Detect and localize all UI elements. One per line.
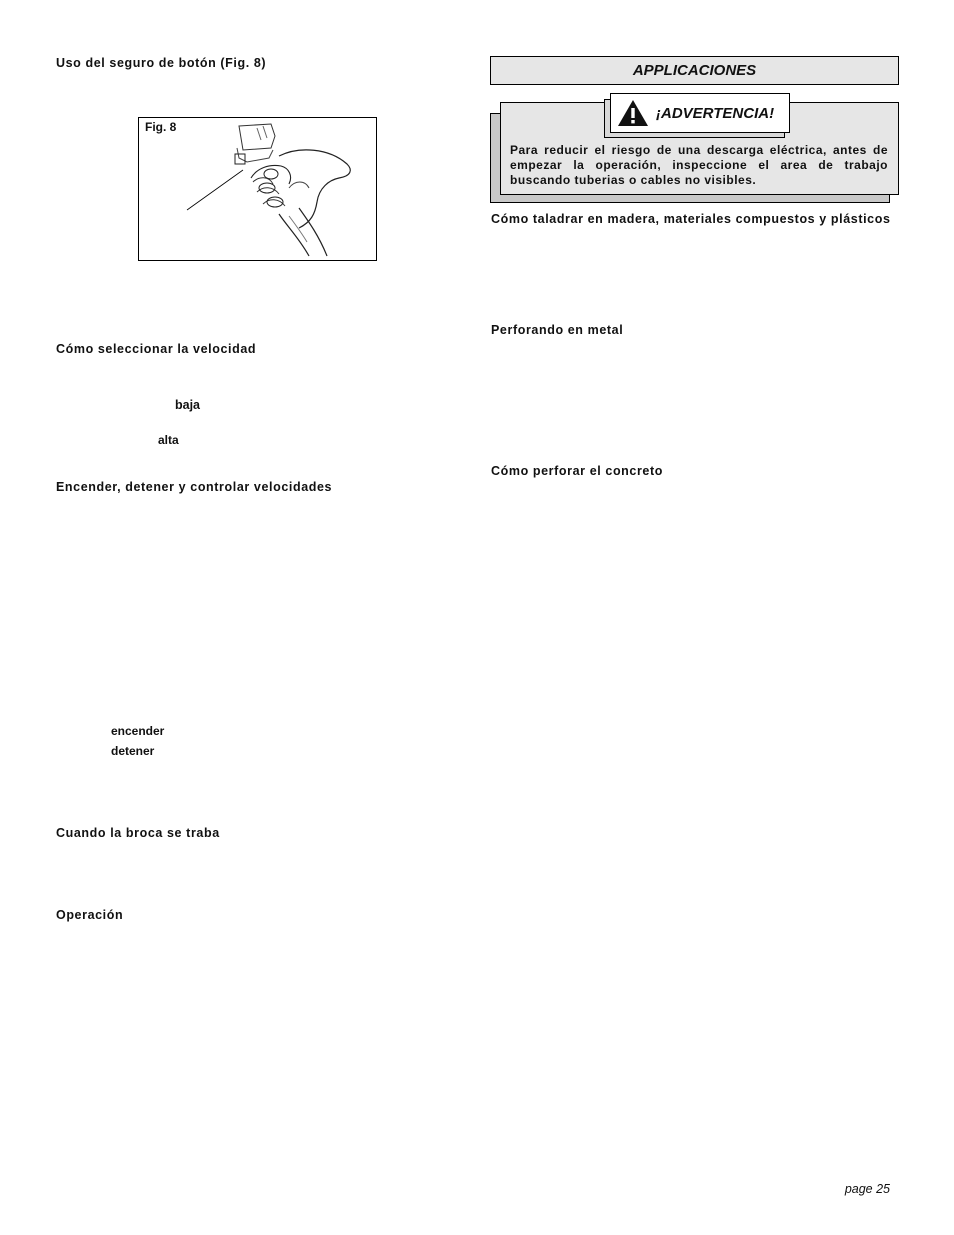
heading-start-stop: Encender, detener y controlar velocidades (56, 480, 333, 494)
word-start: encender (111, 724, 165, 738)
page-number: page 25 (844, 1182, 890, 1196)
figure-label: Fig. 8 (145, 120, 177, 134)
drill-hand-illustration (139, 118, 376, 260)
heading-metal-drilling: Perforando en metal (491, 323, 624, 337)
heading-concrete-drilling: Cómo perforar el concreto (491, 464, 663, 478)
word-stop: detener (111, 744, 155, 758)
heading-bit-jam: Cuando la broca se traba (56, 826, 220, 840)
applications-header: APPLICACIONES (490, 56, 899, 85)
heading-operation: Operación (56, 908, 124, 922)
warning-tab (610, 93, 790, 133)
speed-low-label: baja (175, 398, 201, 412)
heading-lock-button: Uso del seguro de botón (Fig. 8) (56, 56, 267, 70)
warning-text: Para reducir el riesgo de una descarga eléctrica, antes de empezar la operación, inspeccione el area de trabajo buscando tuberias o cables no visibles. (510, 143, 888, 187)
heading-wood-drilling: Cómo taladrar en madera, materiales compuestos y plásticos (491, 212, 891, 226)
warning-triangle-icon (616, 98, 650, 128)
heading-speed-select: Cómo seleccionar la velocidad (56, 342, 257, 356)
speed-high-label: alta (158, 433, 179, 447)
figure-8 (138, 117, 377, 261)
warning-title: ¡ADVERTENCIA! (656, 104, 775, 122)
